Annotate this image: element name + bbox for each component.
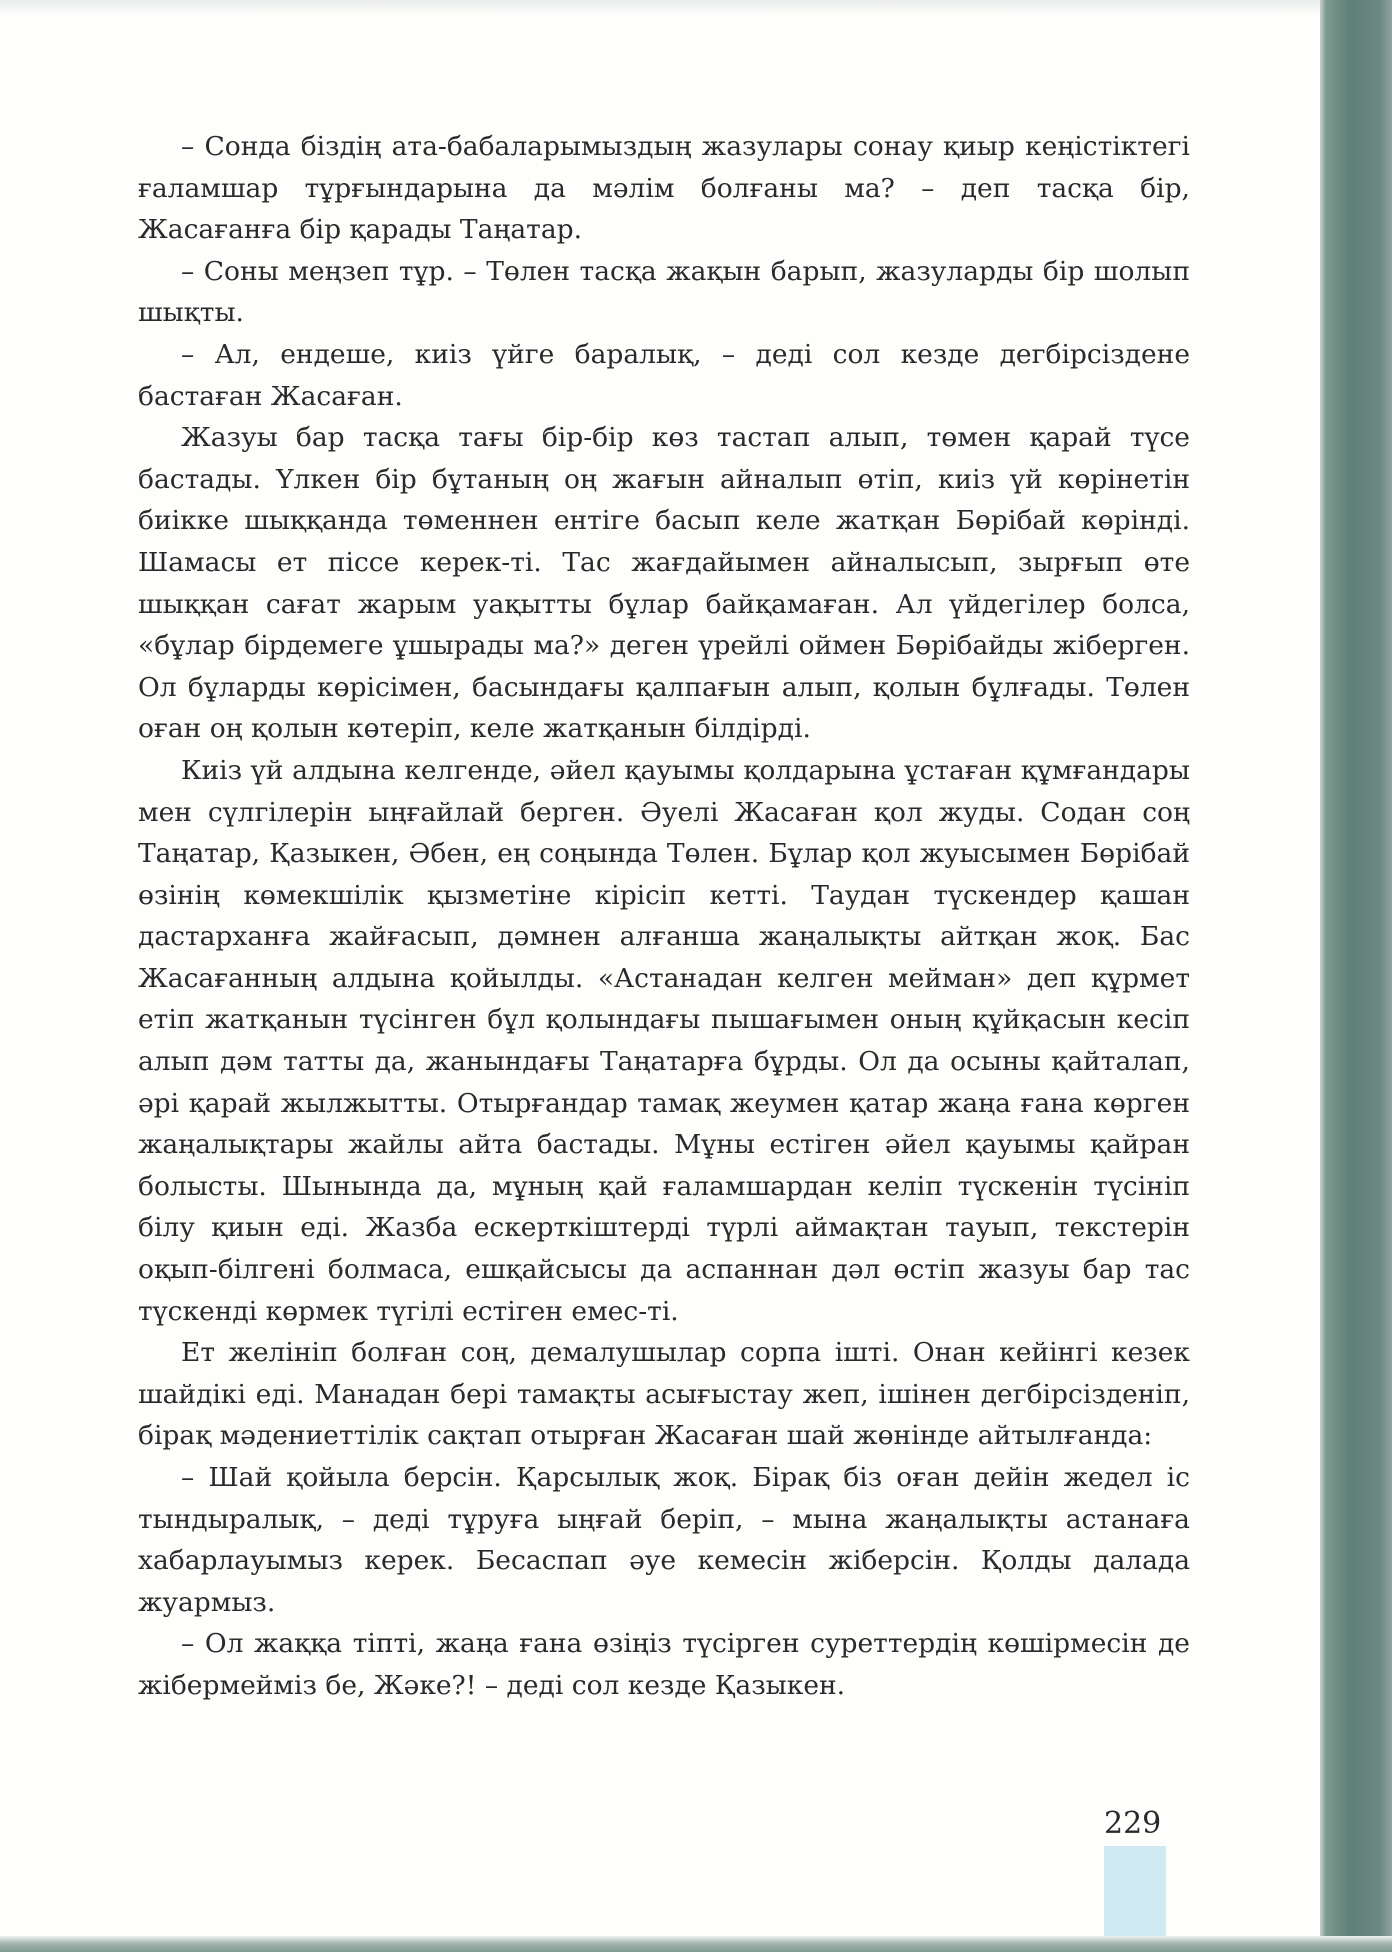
paragraph-5: Киіз үй алдына келгенде, әйел қауымы қолдарына ұстаған құмғандары мен сүлгілерін ыңғайлай берген. Әуелі Жасаған қол жуды. Содан соң Таңатар, Қазыкен, Әбен, ең соңында Төлен. Бұлар қол жуысымен Бөрібай өзінің көмекшілік қызметіне кірісіп кетті. Таудан түскендер қашан дастарханға жайғасып, дәмнен алғанша жаңалықты айтқан жоқ. Бас Жасағанның алдына қойылды. «Астанадан келген мейман» деп құрмет етіп жатқанын түсінген бұл қолындағы пышағымен оның құйқасын кесіп алып дәм татты да, жанындағы Таңатарға бұрды. Ол да осыны қайталап, әрі қарай жылжытты. Отырғандар тамақ жеумен қатар жаңа ғана көрген жаңалықтары жайлы айта бастады. Мұны естіген әйел қауымы қайран болысты. Шынында да, мұның қай ғаламшардан келіп түскенін түсініп білу қиын еді. Жазба ескерткіштерді түрлі аймақтан тауып, текстерін оқып-білгені болмаса, ешқайсысы да аспаннан дәл өстіп жазуы бар тас түскенді көрмек түгілі естіген емес-ті. [138,754,1190,1327]
paragraph-1: – Сонда біздің ата-бабаларымыздың жазулары сонау қиыр кеңістіктегі ғаламшар тұрғындарына да мәлім болғаны ма? – деп тасқа бір, Жасағанға бір қарады Таңатар. [138,131,1190,246]
paragraph-3: – Ал, ендеше, киіз үйге баралық, – деді сол кезде дегбірсіздене бастаған Жасаған. [138,338,1190,412]
top-shadow [0,0,1392,14]
paragraph-8: – Ол жаққа тіпті, жаңа ғана өзіңіз түсірген суреттердің көшірмесін де жібермейміз бе, Жәке?! – деді сол кезде Қазыкен. [138,1628,1190,1701]
page-number: 229 [1104,1806,1162,1841]
paragraph-6: Ет желініп болған соң, демалушылар сорпа ішті. Онан кейінгі кезек шайдікі еді. Манадан бері тамақты асығыстау жеп, ішінен дегбірсізденіп, бірақ мәдениеттілік сақтап отырған Жасаған шай жөнінде айтылғанда: [138,1337,1190,1452]
paragraph-7: – Шай қойыла берсін. Қарсылық жоқ. Бірақ біз оған дейін жедел іс тындыралық, – деді тұруға ыңғай беріп, – мына жаңалықты астанаға хабарлауымыз керек. Бесаспап әуе кемесін жіберсін. Қолды далада жуармыз. [138,1462,1190,1618]
page-color-tab [1104,1846,1166,1936]
book-cover-edge-bottom [0,1936,1392,1952]
body-text [138,126,1190,1707]
book-cover-edge [1320,0,1392,1952]
paragraph-2: – Соны меңзеп тұр. – Төлен тасқа жақын барып, жазуларды бір шолып шықты. [138,255,1190,329]
paragraph-4: Жазуы бар тасқа тағы бір-бір көз тастап алып, төмен қарай түсе бастады. Үлкен бір бұтаның оң жағын айналып өтіп, киіз үй көрінетін биікке шыққанда төменнен ентіге басып келе жатқан Бөрібай көрінді. Шамасы ет піссе керек-ті. Тас жағдайымен айналысып, зырғып өте шыққан сағат жарым уақытты бұлар байқамаған. Ал үйдегілер болса, «бұлар бірдемеге ұшырады ма?» деген үрейлі оймен Бөрібайды жіберген. Ол бұларды көрісімен, басындағы қалпағын алып, қолын бұлғады. Төлен оған оң қолын көтеріп, келе жатқанын білдірді. [138,422,1190,745]
